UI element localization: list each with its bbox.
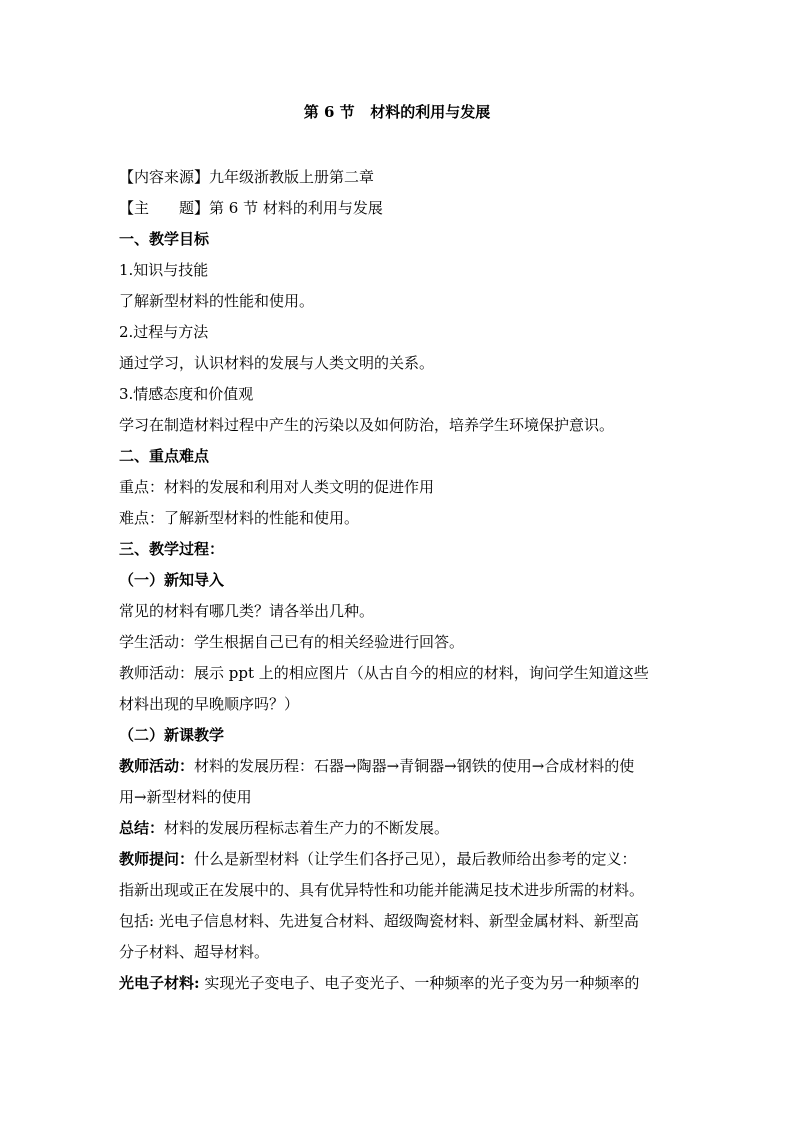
question-line-1 — [119, 844, 679, 875]
summary-label: 总结： — [119, 819, 165, 837]
goal-3-title: 3.情感态度和价值观 — [119, 385, 254, 403]
summary-line — [119, 813, 679, 844]
optoelectronic-text: 实现光子变电子、电子变光子、一种频率的光子变为另一种频率的 — [199, 974, 640, 992]
source-text: 九年级浙教版上册第二章 — [209, 168, 375, 186]
optoelectronic-line — [119, 968, 679, 999]
topic-label-right: 题】 — [179, 199, 210, 217]
topic-line — [119, 193, 679, 224]
topic-label-left: 【主 — [119, 199, 150, 217]
page-title: 第 6 节 材料的利用与发展 — [303, 103, 491, 121]
teacher-activity-label: 教师活动： — [119, 757, 195, 775]
keypoints-heading: 二、重点难点 — [119, 447, 210, 465]
includes-line-2: 分子材料、超导材料。 — [119, 943, 270, 961]
source-line — [119, 162, 679, 193]
student-activity: 学生活动：学生根据自己已有的相关经验进行回答。 — [119, 633, 465, 651]
goal-3-text: 学习在制造材料过程中产生的污染以及如何防治，培养学生环境保护意识。 — [119, 416, 615, 434]
teacher-activity-line-1: 教师活动：展示 ppt 上的相应图片（从古自今的相应的材料，询问学生知道这些 — [119, 664, 649, 682]
goal-2-text: 通过学习，认识材料的发展与人类文明的关系。 — [119, 354, 435, 372]
document-body — [119, 162, 679, 999]
teacher-activity-line-2: 材料出现的早晚顺序吗？） — [119, 695, 300, 713]
teacher-question-text: 什么是新型材料（让学生们各抒己见），最后教师给出参考的定义： — [194, 850, 637, 868]
goal-2-title: 2.过程与方法 — [119, 323, 209, 341]
teacher-question-label: 教师提问： — [119, 850, 195, 868]
includes-line-1: 包括: 光电子信息材料、先进复合材料、超级陶瓷材料、新型金属材料、新型高 — [119, 912, 639, 930]
summary-text: 材料的发展历程标志着生产力的不断发展。 — [164, 819, 450, 837]
difficulty-text: 难点：了解新型材料的性能和使用。 — [119, 509, 360, 527]
history-text-1: 材料的发展历程：石器→陶器→青铜器→钢铁的使用→合成材料的使 — [194, 757, 635, 775]
history-line-2: 用→新型材料的使用 — [119, 788, 252, 806]
goal-1-title: 1.知识与技能 — [119, 261, 209, 279]
goal-1-text: 了解新型材料的性能和使用。 — [119, 292, 315, 310]
optoelectronic-label: 光电子材料: — [119, 974, 200, 992]
goals-heading: 一、教学目标 — [119, 230, 210, 248]
process-heading: 三、教学过程： — [119, 540, 225, 558]
topic-text: 第 6 节 材料的利用与发展 — [209, 199, 383, 217]
history-line-1 — [119, 751, 679, 782]
source-label: 【内容来源】 — [119, 168, 210, 186]
intro-question: 常见的材料有哪几类？请各举出几种。 — [119, 602, 375, 620]
intro-heading: （一）新知导入 — [119, 571, 225, 589]
definition-line: 指新出现或正在发展中的、具有优异特性和功能并能满足技术进步所需的材料。 — [119, 881, 645, 899]
new-lesson-heading: （二）新课教学 — [119, 726, 225, 744]
focus-text: 重点：材料的发展和利用对人类文明的促进作用 — [119, 478, 435, 496]
